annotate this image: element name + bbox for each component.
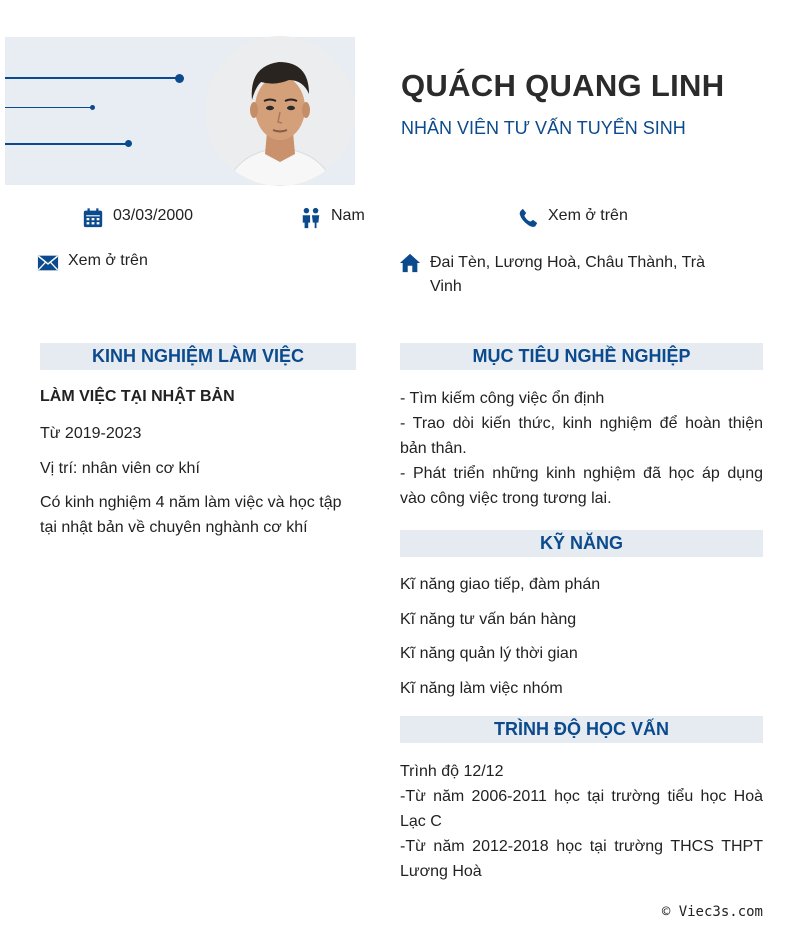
skill-item: Kĩ năng làm việc nhóm [400, 680, 563, 697]
phone-icon [517, 207, 539, 229]
phone-value: Xem ở trên [548, 207, 628, 224]
skill-item: Kĩ năng giao tiếp, đàm phán [400, 576, 601, 593]
education-list [400, 759, 763, 884]
profile-photo [205, 36, 355, 186]
skill-item: Kĩ năng quản lý thời gian [400, 645, 578, 662]
decor-dot-3 [125, 140, 132, 147]
gender-info [300, 207, 365, 229]
decor-line-1 [5, 77, 180, 79]
phone-info [517, 207, 628, 229]
email-info [37, 252, 148, 274]
email-value: Xem ở trên [68, 252, 148, 269]
experience-company: LÀM VIỆC TẠI NHẬT BẢN [40, 388, 235, 405]
candidate-name: QUÁCH QUANG LINH [401, 68, 725, 103]
decor-line-3 [5, 143, 129, 145]
birthday-value: 03/03/2000 [113, 207, 194, 224]
copyright: © Viec3s.com [661, 904, 763, 920]
people-icon [300, 207, 322, 229]
decor-line-2 [5, 107, 93, 108]
envelope-icon [37, 252, 59, 274]
education-item: -Từ năm 2006-2011 học tại trường tiểu học Hoà Lạc C [400, 788, 763, 830]
decor-dot-2 [90, 105, 95, 110]
gender-value: Nam [331, 207, 365, 224]
education-item: Trình độ 12/12 [400, 763, 504, 780]
decor-dot-1 [175, 74, 184, 83]
objective-item: - Tìm kiếm công việc ổn định [400, 390, 605, 407]
calendar-icon [82, 207, 104, 229]
skill-item: Kĩ năng tư vấn bán hàng [400, 611, 577, 628]
experience-description: Có kinh nghiệm 4 năm làm việc và học tập tại nhật bản về chuyên nghành cơ khí [40, 494, 342, 536]
experience-heading: KINH NGHIỆM LÀM VIỆC [40, 343, 356, 370]
address-info [399, 252, 719, 299]
experience-position: Vị trí: nhân viên cơ khí [40, 460, 200, 477]
objective-item: - Phát triển những kinh nghiệm đã học áp dụng vào công việc trong tương lai. [400, 465, 763, 507]
job-title: NHÂN VIÊN TƯ VẤN TUYỂN SINH [401, 118, 686, 138]
home-icon [399, 252, 421, 274]
education-item: -Từ năm 2012-2018 học tại trường THCS THPT Lương Hoà [400, 838, 763, 880]
objective-heading: MỤC TIÊU NGHỀ NGHIỆP [400, 343, 763, 370]
experience-period: Từ 2019-2023 [40, 425, 142, 442]
objective-item: - Trao dòi kiến thức, kinh nghiệm để hoàn thiện bản thân. [400, 415, 763, 457]
birthday-info [82, 207, 193, 229]
objective-list [400, 386, 763, 511]
address-value: Đai Tèn, Lương Hoà, Châu Thành, Trà Vinh [430, 254, 705, 295]
education-heading: TRÌNH ĐỘ HỌC VẤN [400, 716, 763, 743]
skills-heading: KỸ NĂNG [400, 530, 763, 557]
